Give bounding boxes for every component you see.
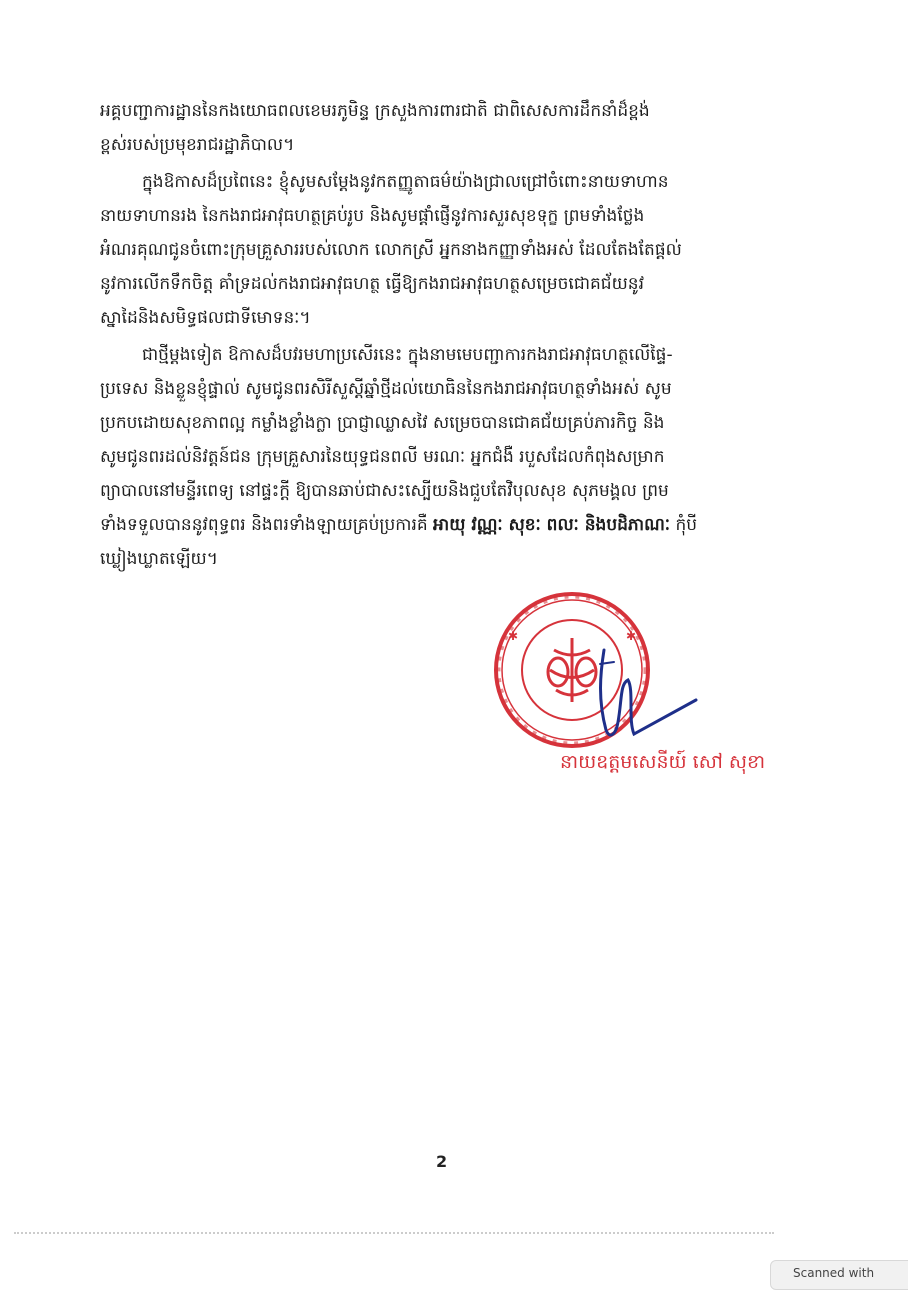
svg-text:✱: ✱ [508,629,519,643]
blessings-bold-text: អាយុ វណ្ណៈ សុខៈ ពលៈ និងបដិភាណៈ [433,515,671,535]
text-line: សូមជូនពរដល់និវត្តន៍ជន ក្រុមគ្រួសារនៃយុទ្ធជនពលី មរណៈ អ្នកជំងឺ របួសដែលកំពុងសម្រាក [100,447,665,467]
svg-text:✱: ✱ [626,629,637,643]
signer-name: នាយឧត្តមសេនីយ៍ សៅ សុខា [560,751,766,773]
text-line: ខ្ពស់របស់ប្រមុខរាជរដ្ឋាភិបាល។ [100,135,295,155]
scanner-watermark: Scanned with [770,1260,908,1290]
text-line: ឃ្លៀងឃ្លាតឡើយ។ [100,549,218,569]
paragraph-gratitude [100,165,808,335]
paragraph-new-year-wishes [100,338,808,576]
page-number: 2 [436,1152,448,1171]
text-line: ស្នាដៃនិងសមិទ្ធផលជាទីមោទនៈ។ [100,308,311,328]
handwritten-signature [570,630,700,750]
text-line: ជាថ្មីម្តងទៀត ឱកាសដ៏បវរមហាប្រសើរនេះ ក្នុងនាមមេបញ្ជាការកងរាជអាវុធហត្ថលើផ្ទៃ- [142,345,673,365]
text-line: ក្នុងឱកាសដ៏ប្រពៃនេះ ខ្ញុំសូមសម្តែងនូវកតញ្ញូតាធម៌យ៉ាងជ្រាលជ្រៅចំពោះនាយទាហាន [142,172,669,192]
text-line: អគ្គបញ្ជាការដ្ឋាននៃកងយោធពលខេមរភូមិន្ទ ក្រសួងការពារជាតិ ជាពិសេសការដឹកនាំដ៏ខ្ពង់ [100,101,650,121]
text-line: នាយទាហានរង នៃកងរាជអាវុធហត្ថគ្រប់រូប និងសូមផ្តាំផ្ញើនូវការសួរសុខទុក្ខ ព្រមទាំងថ្លែង [100,206,645,226]
text-line: នូវការលើកទឹកចិត្ត គាំទ្រដល់កងរាជអាវុធហត្ថ ធ្វើឱ្យកងរាជអាវុធហត្ថសម្រេចជោគជ័យនូវ [100,274,644,294]
text-run: កុំបី [670,515,698,535]
scan-artifact-line [14,1232,774,1240]
text-line: អំណរគុណជូនចំពោះក្រុមគ្រួសាររបស់លោក លោកស្រី អ្នកនាងកញ្ញាទាំងអស់ ដែលតែងតែផ្តល់ [100,240,682,260]
text-line: ព្យាបាលនៅមន្ទីរពេទ្យ នៅផ្ទះក្តី ឱ្យបានឆាប់ជាសះស្បើយនិងជួបតែវិបុលសុខ សុភមង្គល ព្រម [100,481,669,501]
text-line: ប្រកបដោយសុខភាពល្អ កម្លាំងខ្លាំងក្លា ប្រាជ្ញាឈ្លាសវៃ សម្រេចបានជោគជ័យគ្រប់ភារកិច្ច និង [100,413,665,433]
paragraph-intro [100,94,808,162]
text-line: ប្រទេស និងខ្លួនខ្ញុំផ្ទាល់ សូមជូនពរសិរីសួស្តីឆ្នាំថ្មីដល់យោធិននៃកងរាជអាវុធហត្ថទាំងអស់ សូម [100,379,672,399]
text-line [100,508,808,542]
text-run: ទាំងទទួលបាននូវពុទ្ធពរ និងពរទាំងឡាយគ្រប់ប្រការគឺ [100,515,434,535]
